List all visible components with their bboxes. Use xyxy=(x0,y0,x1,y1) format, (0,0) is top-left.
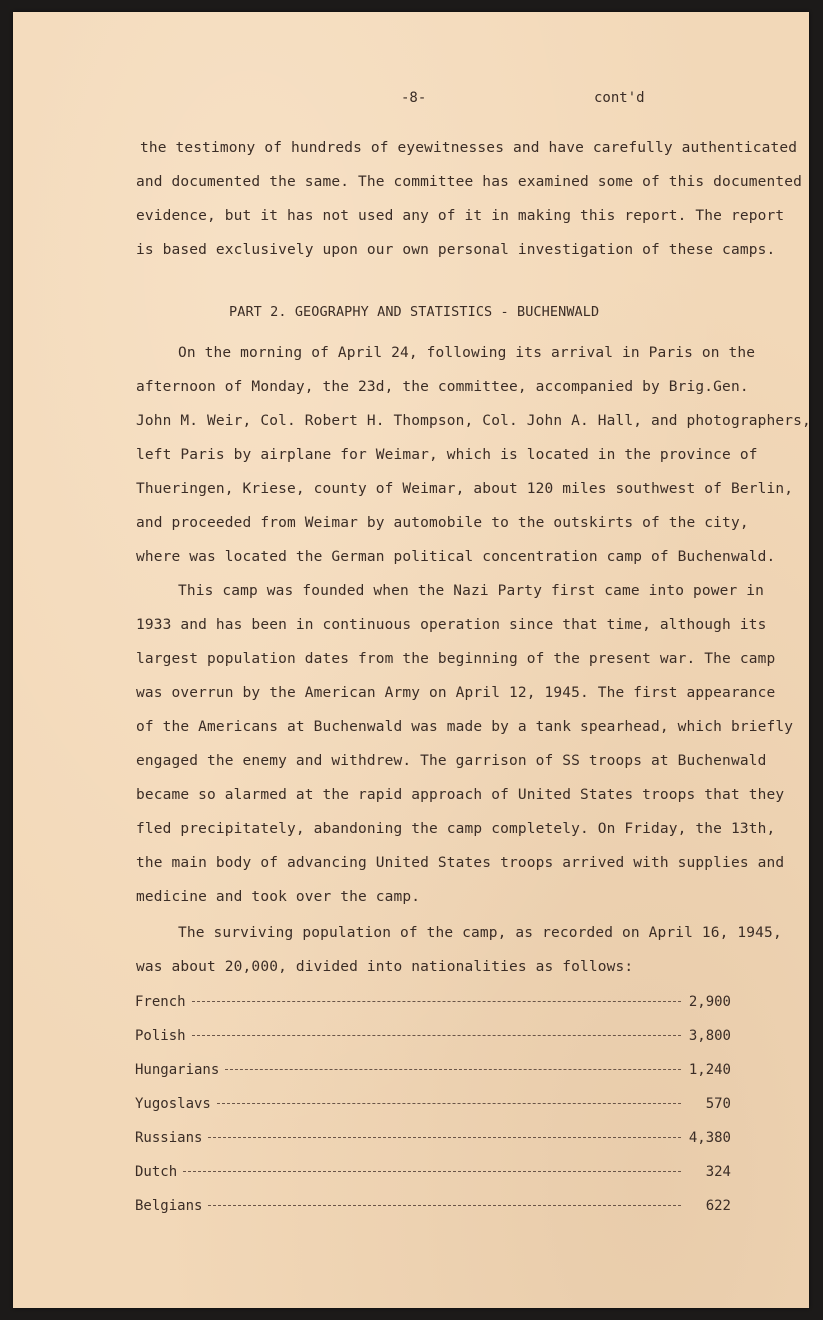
list-item xyxy=(135,1062,731,1082)
nationality-name: Russians xyxy=(135,1130,203,1146)
text-line: left Paris by airplane for Weimar, which is located in the province of xyxy=(136,447,758,463)
text-line: and documented the same. The committee has examined some of this documented xyxy=(136,174,802,190)
text-line: 1933 and has been in continuous operation since that time, although its xyxy=(136,617,767,633)
text-line: This camp was founded when the Nazi Party first came into power in xyxy=(178,583,765,599)
list-item xyxy=(135,994,731,1014)
nationality-name: Hungarians xyxy=(135,1062,220,1078)
text-line: The surviving population of the camp, as recorded on April 16, 1945, xyxy=(178,925,782,941)
list-item xyxy=(135,1096,731,1116)
text-line: where was located the German political concentration camp of Buchenwald. xyxy=(136,549,776,565)
text-line: the main body of advancing United States troops arrived with supplies and xyxy=(136,855,785,871)
list-item xyxy=(135,1164,731,1184)
leader-dashes xyxy=(192,1035,681,1036)
text-line: of the Americans at Buchenwald was made by a tank spearhead, which briefly xyxy=(136,719,794,735)
list-item xyxy=(135,1028,731,1048)
text-line: became so alarmed at the rapid approach of United States troops that they xyxy=(136,787,785,803)
leader-dashes xyxy=(183,1171,681,1172)
page-header xyxy=(13,90,809,110)
nationality-count: 3,800 xyxy=(688,1028,731,1044)
leader-dashes xyxy=(217,1103,681,1104)
text-line: Thueringen, Kriese, county of Weimar, about 120 miles southwest of Berlin, xyxy=(136,481,794,497)
nationality-name: Polish xyxy=(135,1028,186,1044)
nationality-count: 1,240 xyxy=(688,1062,731,1078)
nationality-name: Yugoslavs xyxy=(135,1096,211,1112)
leader-dashes xyxy=(225,1069,681,1070)
leader-dashes xyxy=(208,1205,681,1206)
text-line: medicine and took over the camp. xyxy=(136,889,421,905)
list-item xyxy=(135,1130,731,1150)
text-line: On the morning of April 24, following its arrival in Paris on the xyxy=(178,345,756,361)
nationality-count: 2,900 xyxy=(688,994,731,1010)
nationality-count: 570 xyxy=(705,1096,731,1112)
list-item xyxy=(135,1198,731,1218)
page-number: -8- xyxy=(401,90,427,106)
nationality-name: French xyxy=(135,994,186,1010)
document-page xyxy=(13,12,809,1308)
nationality-name: Belgians xyxy=(135,1198,203,1214)
nationality-count: 324 xyxy=(705,1164,731,1180)
nationality-count: 4,380 xyxy=(688,1130,731,1146)
text-line: is based exclusively upon our own personal investigation of these camps. xyxy=(136,242,776,258)
text-line: was about 20,000, divided into nationalities as follows: xyxy=(136,959,634,975)
leader-dashes xyxy=(192,1001,681,1002)
text-line: John M. Weir, Col. Robert H. Thompson, Col. John A. Hall, and photographers, xyxy=(136,413,811,429)
text-line: afternoon of Monday, the 23d, the committee, accompanied by Brig.Gen. xyxy=(136,379,749,395)
leader-dashes xyxy=(208,1137,681,1138)
nationality-count: 622 xyxy=(705,1198,731,1214)
nationality-name: Dutch xyxy=(135,1164,178,1180)
text-line: fled precipitately, abandoning the camp completely. On Friday, the 13th, xyxy=(136,821,776,837)
text-line: engaged the enemy and withdrew. The garrison of SS troops at Buchenwald xyxy=(136,753,767,769)
text-line: the testimony of hundreds of eyewitnesses and have carefully authenticated xyxy=(140,140,798,156)
text-line: was overrun by the American Army on April 12, 1945. The first appearance xyxy=(136,685,776,701)
text-line: evidence, but it has not used any of it in making this report. The report xyxy=(136,208,785,224)
section-heading: PART 2. GEOGRAPHY AND STATISTICS - BUCHENWALD xyxy=(229,304,600,320)
text-line: and proceeded from Weimar by automobile to the outskirts of the city, xyxy=(136,515,749,531)
continued-label: cont'd xyxy=(594,90,645,106)
text-line: largest population dates from the beginning of the present war. The camp xyxy=(136,651,776,667)
